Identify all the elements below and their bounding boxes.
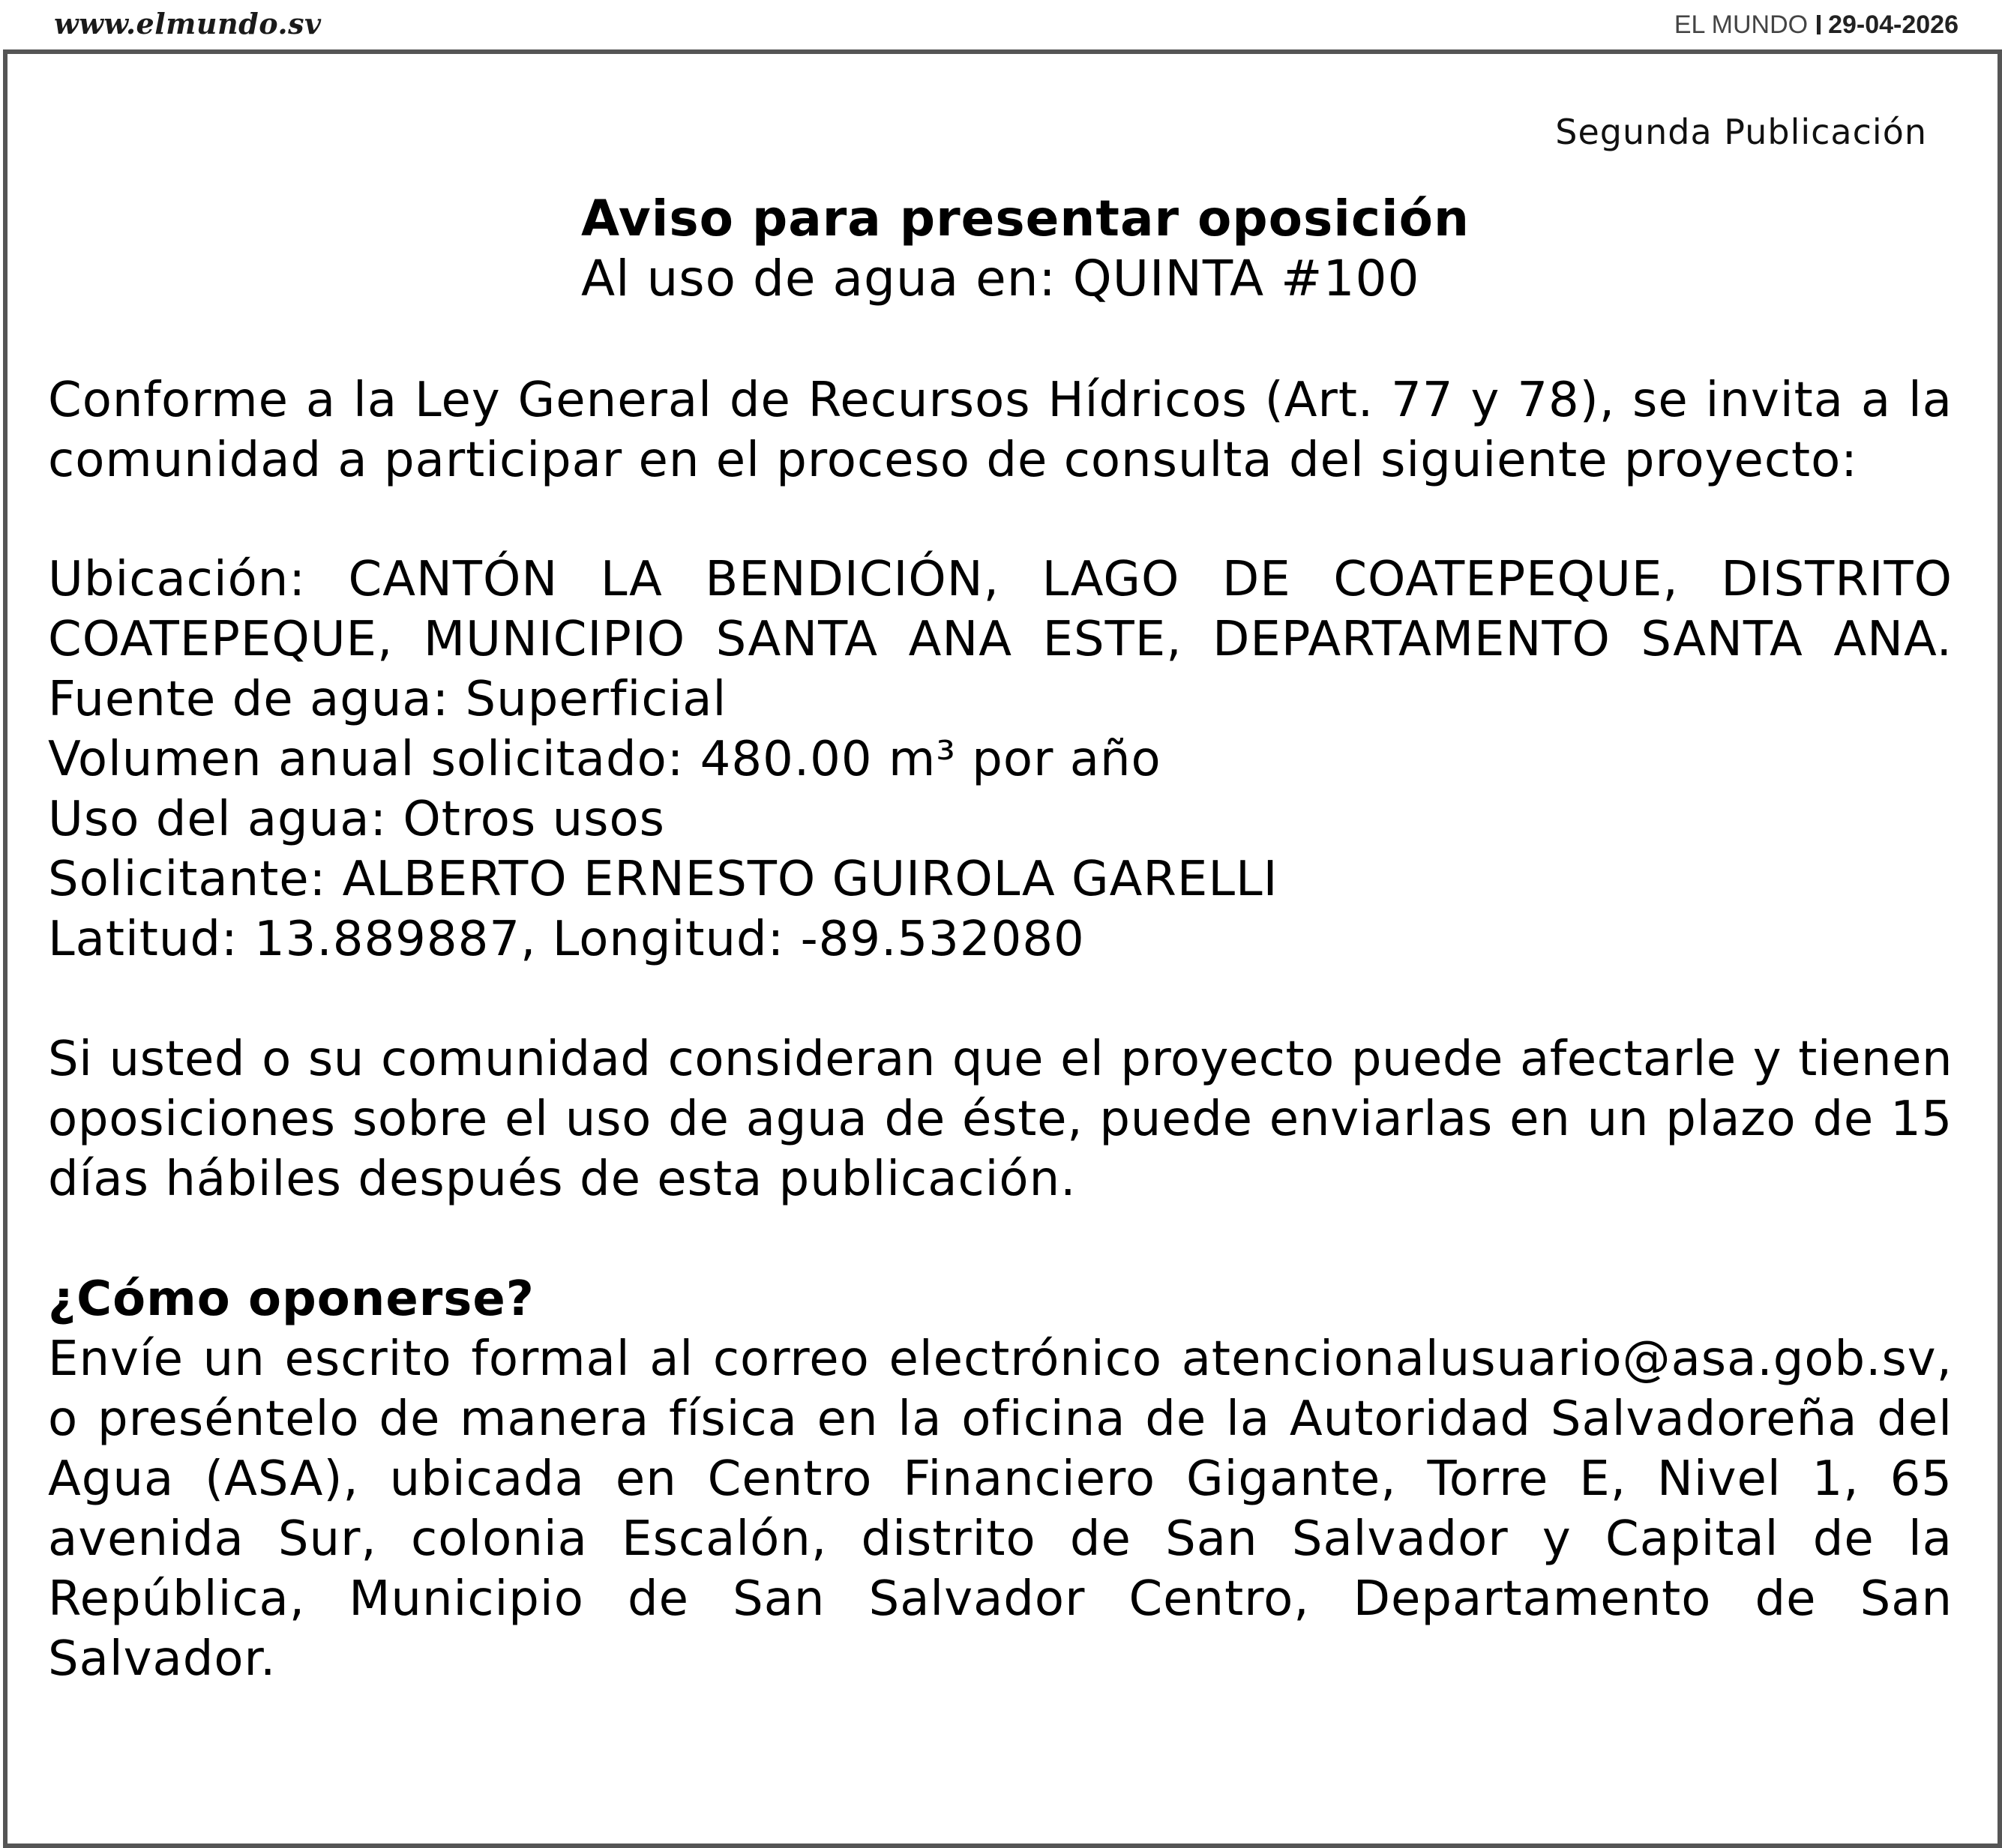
intro-paragraph: [48, 370, 1953, 490]
deadline-paragraph: [48, 1029, 1953, 1209]
deadline-line: oposiciones sobre el uso de agua de éste, puede enviarlas en un plazo de 15: [48, 1092, 1953, 1147]
edition-label: Segunda Publicación: [1555, 112, 1927, 152]
how-line: Agua (ASA), ubicada en Centro Financiero Gigante, Torre E, Nivel 1, 65: [48, 1451, 1953, 1507]
how-line: avenida Sur, colonia Escalón, distrito de San Salvador y Capital de la: [48, 1511, 1953, 1567]
deadline-line: días hábiles después de esta publicación.: [48, 1152, 1077, 1207]
masthead: [1674, 7, 1959, 42]
publication-date: 29-04-2026: [1828, 10, 1959, 39]
applicant: Solicitante: ALBERTO ERNESTO GUIROLA GARELLI: [48, 852, 1278, 907]
how-to-oppose-heading: ¿Cómo oponerse?: [48, 1271, 535, 1327]
deadline-line: Si usted o su comunidad consideran que el proyecto puede afectarle y tienen: [48, 1032, 1953, 1087]
publication-name: EL MUNDO: [1674, 10, 1809, 39]
location-line: Ubicación: CANTÓN LA BENDICIÓN, LAGO DE COATEPEQUE, DISTRITO: [48, 552, 1953, 607]
intro-line: comunidad a participar en el proceso de consulta del siguiente proyecto:: [48, 433, 1858, 488]
page-header: [0, 0, 2002, 49]
how-line: o preséntelo de manera física en la oficina de la Autoridad Salvadoreña del: [48, 1391, 1953, 1447]
annual-volume: Volumen anual solicitado: 480.00 m³ por año: [48, 732, 1161, 787]
coordinates: Latitud: 13.889887, Longitud: -89.532080: [48, 912, 1085, 967]
project-details: [48, 550, 1953, 969]
how-line: Salvador.: [48, 1631, 277, 1687]
how-line: Envíe un escrito formal al correo electrónico atencionalusuario@asa.gob.sv,: [48, 1331, 1953, 1387]
how-to-oppose-section: [48, 1269, 1953, 1689]
notice-title: Aviso para presentar oposición: [581, 190, 1470, 247]
water-use: Uso del agua: Otros usos: [48, 792, 665, 847]
intro-line: Conforme a la Ley General de Recursos Hídricos (Art. 77 y 78), se invita a la: [48, 373, 1953, 428]
masthead-divider: [1817, 15, 1821, 34]
how-line: República, Municipio de San Salvador Centro, Departamento de San: [48, 1571, 1953, 1627]
location-line: COATEPEQUE, MUNICIPIO SANTA ANA ESTE, DEPARTAMENTO SANTA ANA.: [48, 612, 1953, 667]
water-source: Fuente de agua: Superficial: [48, 672, 727, 727]
site-url: www.elmundo.sv: [54, 7, 322, 40]
notice-subtitle: Al uso de agua en: QUINTA #100: [581, 250, 1420, 307]
